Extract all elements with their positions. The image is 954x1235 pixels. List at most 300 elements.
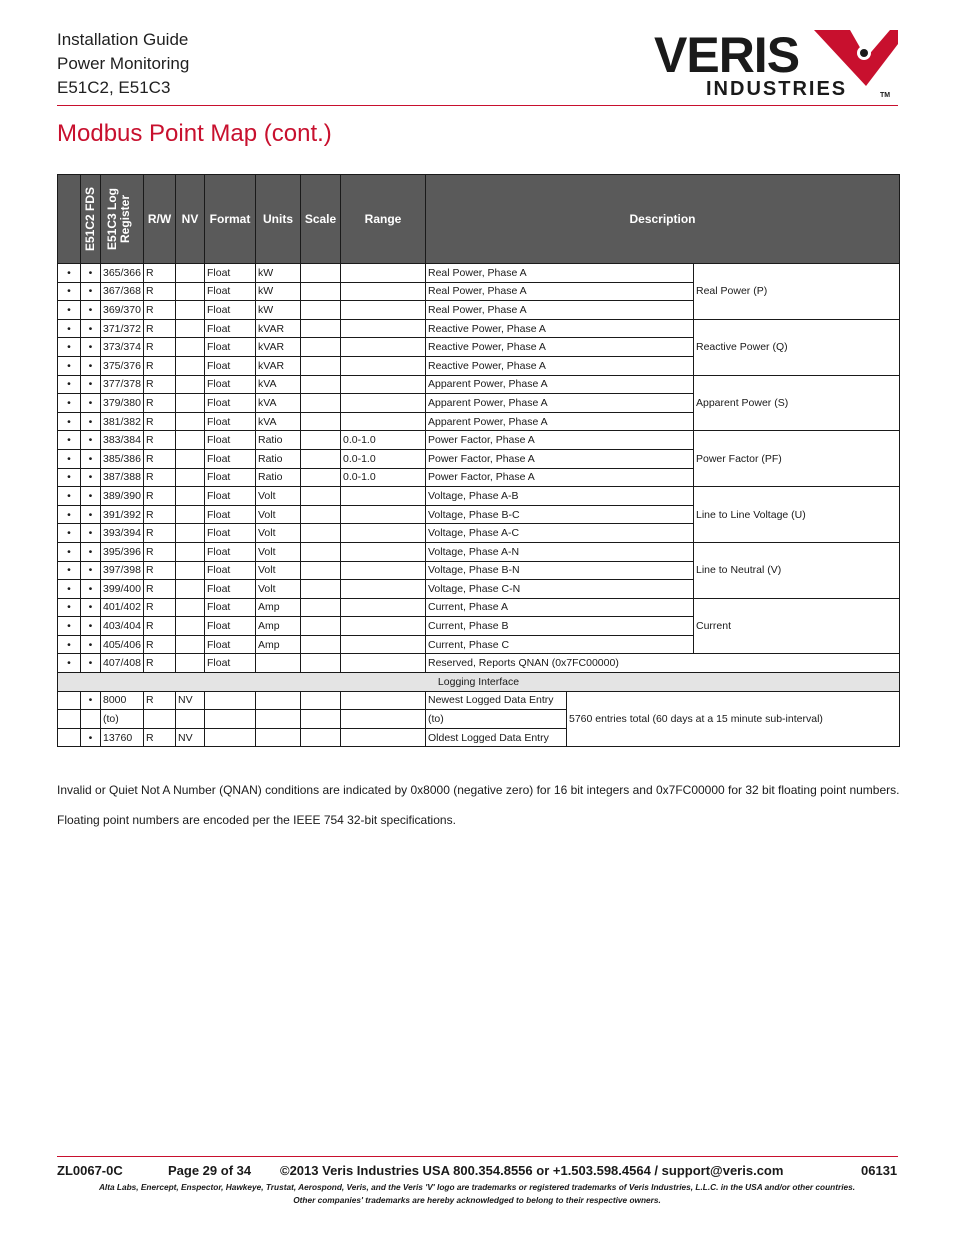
- col-e51c2-cell: [58, 691, 81, 710]
- col-rw-cell: R: [144, 542, 176, 561]
- group-label-cell: Power Factor (PF): [694, 431, 900, 487]
- col-format-cell: Float: [205, 487, 256, 506]
- col-nv-cell: [176, 319, 205, 338]
- description-cell: Current, Phase B: [426, 617, 694, 636]
- description-cell: Reactive Power, Phase A: [426, 319, 694, 338]
- col-nv-cell: [176, 542, 205, 561]
- col-format-cell: Float: [205, 412, 256, 431]
- col-scale-cell: [301, 264, 341, 283]
- col-register-cell: 405/406: [101, 635, 144, 654]
- col-e51c2-cell: •: [58, 338, 81, 357]
- col-rw-cell: [144, 710, 176, 729]
- col-units-cell: Amp: [256, 598, 301, 617]
- col-e51c2-cell: •: [58, 635, 81, 654]
- col-register-cell: 377/378: [101, 375, 144, 394]
- col-scale-cell: [301, 580, 341, 599]
- col-register-cell: 393/394: [101, 524, 144, 543]
- col-e51c2-cell: •: [58, 394, 81, 413]
- footer-code: 06131: [861, 1163, 898, 1178]
- col-rw-cell: R: [144, 487, 176, 506]
- col-rw-cell: R: [144, 338, 176, 357]
- col-range-cell: [341, 301, 426, 320]
- col-range-cell: [341, 375, 426, 394]
- col-range-cell: [341, 598, 426, 617]
- col-range-cell: [341, 617, 426, 636]
- table-row: [58, 654, 900, 673]
- footer-page: Page 29 of 34: [168, 1163, 252, 1178]
- col-units-cell: Ratio: [256, 468, 301, 487]
- table-row: [58, 319, 900, 338]
- col-e51c2-cell: •: [58, 375, 81, 394]
- col-units-cell: [256, 710, 301, 729]
- col-format-cell: Float: [205, 375, 256, 394]
- note-qnan: Invalid or Quiet Not A Number (QNAN) conditions are indicated by 0x8000 (negative zero) for 16 bit integers and 0x7FC00000 for 32 bit floating point numbers.: [57, 783, 900, 797]
- col-nv-cell: [176, 654, 205, 673]
- col-e51c2-cell: •: [58, 617, 81, 636]
- col-e51c3-cell: •: [81, 319, 101, 338]
- col-e51c3-cell: •: [81, 282, 101, 301]
- col-register-cell: 365/366: [101, 264, 144, 283]
- col-nv-cell: [176, 301, 205, 320]
- col-scale-cell: [301, 728, 341, 747]
- col-rw-cell: R: [144, 580, 176, 599]
- table-row: [58, 375, 900, 394]
- col-scale-cell: [301, 301, 341, 320]
- col-register-cell: 391/392: [101, 505, 144, 524]
- col-scale-header: Scale: [301, 175, 341, 264]
- col-e51c2-cell: •: [58, 487, 81, 506]
- description-cell: Reactive Power, Phase A: [426, 356, 694, 375]
- col-rw-header: R/W: [144, 175, 176, 264]
- col-format-cell: Float: [205, 561, 256, 580]
- header-line-model: E51C2, E51C3: [57, 78, 171, 97]
- col-format-cell: Float: [205, 635, 256, 654]
- col-format-cell: Float: [205, 449, 256, 468]
- footer-trademark-2: Other companies' trademarks are hereby acknowledged to belong to their respective owners.: [293, 1195, 661, 1205]
- description-cell: Apparent Power, Phase A: [426, 375, 694, 394]
- col-rw-cell: R: [144, 505, 176, 524]
- col-nv-cell: [176, 449, 205, 468]
- logging-section-row: [58, 673, 900, 692]
- col-e51c3-cell: •: [81, 580, 101, 599]
- col-range-cell: [341, 728, 426, 747]
- col-register-cell: 381/382: [101, 412, 144, 431]
- col-format-cell: Float: [205, 617, 256, 636]
- col-range-cell: 0.0-1.0: [341, 449, 426, 468]
- description-cell: Power Factor, Phase A: [426, 449, 694, 468]
- col-e51c2-cell: [58, 728, 81, 747]
- col-register-cell: 371/372: [101, 319, 144, 338]
- col-units-cell: kW: [256, 264, 301, 283]
- table-body: [58, 264, 900, 747]
- col-rw-cell: R: [144, 301, 176, 320]
- col-register-cell: 407/408: [101, 654, 144, 673]
- col-format-header: Format: [205, 175, 256, 264]
- group-label-cell: Apparent Power (S): [694, 375, 900, 431]
- col-range-cell: [341, 412, 426, 431]
- col-e51c3-cell: •: [81, 728, 101, 747]
- col-register-cell: (to): [101, 710, 144, 729]
- description-cell: Voltage, Phase C-N: [426, 580, 694, 599]
- col-format-cell: Float: [205, 654, 256, 673]
- col-range-cell: [341, 710, 426, 729]
- col-register-cell: 383/384: [101, 431, 144, 450]
- header-line-product: Power Monitoring: [57, 54, 190, 73]
- col-e51c3-cell: •: [81, 412, 101, 431]
- col-description-header: Description: [426, 175, 900, 264]
- col-rw-cell: R: [144, 691, 176, 710]
- col-nv-cell: [176, 561, 205, 580]
- footer-rule: [57, 1156, 898, 1157]
- col-nv-cell: [176, 580, 205, 599]
- group-label-cell: Current: [694, 598, 900, 654]
- table-row: [58, 598, 900, 617]
- col-register-label: Register: [118, 194, 133, 244]
- col-e51c3-cell: •: [81, 338, 101, 357]
- col-e51c3-cell: •: [81, 356, 101, 375]
- col-units-cell: kW: [256, 301, 301, 320]
- group-label-cell: Line to Neutral (V): [694, 542, 900, 598]
- col-rw-cell: R: [144, 561, 176, 580]
- col-nv-cell: [176, 264, 205, 283]
- col-format-cell: Float: [205, 431, 256, 450]
- col-nv-cell: [176, 487, 205, 506]
- col-nv-cell: [176, 412, 205, 431]
- col-units-cell: Volt: [256, 524, 301, 543]
- col-e51c3-cell: •: [81, 524, 101, 543]
- col-range-cell: [341, 580, 426, 599]
- col-scale-cell: [301, 524, 341, 543]
- col-range-cell: [341, 356, 426, 375]
- col-format-cell: [205, 710, 256, 729]
- col-register-cell: 399/400: [101, 580, 144, 599]
- col-format-cell: Float: [205, 598, 256, 617]
- col-e51c2-header: [58, 175, 98, 264]
- col-range-cell: [341, 654, 426, 673]
- col-scale-cell: [301, 505, 341, 524]
- col-rw-cell: R: [144, 394, 176, 413]
- col-e51c2-cell: [58, 710, 81, 729]
- table-row: [58, 487, 900, 506]
- col-rw-cell: R: [144, 412, 176, 431]
- col-e51c3-cell: •: [81, 617, 101, 636]
- col-register-cell: 13760: [101, 728, 144, 747]
- col-nv-header: NV: [176, 175, 205, 264]
- col-units-cell: Amp: [256, 617, 301, 636]
- col-e51c2-cell: •: [58, 561, 81, 580]
- col-register-cell: 369/370: [101, 301, 144, 320]
- col-nv-cell: NV: [176, 691, 205, 710]
- col-range-cell: [341, 635, 426, 654]
- col-scale-cell: [301, 449, 341, 468]
- col-e51c2-cell: •: [58, 468, 81, 487]
- col-range-cell: [341, 542, 426, 561]
- col-e51c3-cell: •: [81, 375, 101, 394]
- col-e51c2-cell: •: [58, 449, 81, 468]
- document-header: [57, 28, 189, 100]
- col-rw-cell: R: [144, 598, 176, 617]
- col-scale-cell: [301, 710, 341, 729]
- logo-v-dot: [860, 49, 868, 57]
- col-range-cell: [341, 282, 426, 301]
- col-nv-cell: [176, 356, 205, 375]
- col-format-cell: Float: [205, 580, 256, 599]
- col-nv-cell: [176, 598, 205, 617]
- col-scale-cell: [301, 598, 341, 617]
- col-nv-cell: [176, 431, 205, 450]
- col-range-cell: 0.0-1.0: [341, 468, 426, 487]
- table-row: [58, 264, 900, 283]
- col-units-cell: Volt: [256, 542, 301, 561]
- col-e51c2-cell: •: [58, 264, 81, 283]
- col-format-cell: Float: [205, 319, 256, 338]
- col-register-cell: 397/398: [101, 561, 144, 580]
- footer-doc-id: ZL0067-0C: [57, 1163, 123, 1178]
- col-units-cell: [256, 691, 301, 710]
- description-cell: Real Power, Phase A: [426, 264, 694, 283]
- group-label-cell: Line to Line Voltage (U): [694, 487, 900, 543]
- col-nv-cell: [176, 710, 205, 729]
- col-rw-cell: R: [144, 282, 176, 301]
- col-e51c3-cell: •: [81, 654, 101, 673]
- col-e51c2-cell: •: [58, 542, 81, 561]
- col-e51c3-cell: •: [81, 394, 101, 413]
- description-cell: Voltage, Phase A-B: [426, 487, 694, 506]
- group-label-cell: Reactive Power (Q): [694, 319, 900, 375]
- description-cell: Real Power, Phase A: [426, 301, 694, 320]
- header-line-guide: Installation Guide: [57, 30, 189, 49]
- logo-brand: VERIS: [654, 27, 800, 83]
- col-format-cell: Float: [205, 282, 256, 301]
- col-format-cell: Float: [205, 356, 256, 375]
- col-e51c2-cell: •: [58, 356, 81, 375]
- col-units-cell: Volt: [256, 561, 301, 580]
- col-scale-cell: [301, 356, 341, 375]
- logging-section-title: Logging Interface: [58, 673, 900, 692]
- description-cell: Current, Phase A: [426, 598, 694, 617]
- col-units-cell: Volt: [256, 580, 301, 599]
- logging-group-cell: 5760 entries total (60 days at a 15 minute sub-interval): [567, 691, 900, 747]
- veris-logo: [654, 26, 898, 100]
- page-title: Modbus Point Map (cont.): [57, 120, 332, 147]
- table-row: [58, 542, 900, 561]
- col-units-cell: kVA: [256, 394, 301, 413]
- col-e51c3-cell: •: [81, 691, 101, 710]
- col-rw-cell: R: [144, 375, 176, 394]
- col-register-cell: 387/388: [101, 468, 144, 487]
- group-label-cell: Real Power (P): [694, 264, 900, 320]
- col-rw-cell: R: [144, 617, 176, 636]
- col-nv-cell: [176, 338, 205, 357]
- col-units-cell: Amp: [256, 635, 301, 654]
- col-range-cell: [341, 505, 426, 524]
- col-scale-cell: [301, 691, 341, 710]
- col-range-cell: [341, 338, 426, 357]
- col-units-cell: kVAR: [256, 338, 301, 357]
- col-e51c2-cell: •: [58, 301, 81, 320]
- modbus-point-map-table: [57, 174, 900, 747]
- col-register-cell: 375/376: [101, 356, 144, 375]
- col-rw-cell: R: [144, 356, 176, 375]
- col-rw-cell: R: [144, 728, 176, 747]
- col-format-cell: Float: [205, 394, 256, 413]
- table-row: [58, 691, 900, 710]
- col-rw-cell: R: [144, 635, 176, 654]
- col-register-cell: 8000: [101, 691, 144, 710]
- col-e51c3-label: E51C3 Log: [105, 187, 120, 251]
- col-nv-cell: [176, 375, 205, 394]
- col-format-cell: Float: [205, 542, 256, 561]
- col-register-cell: 367/368: [101, 282, 144, 301]
- col-range-cell: 0.0-1.0: [341, 431, 426, 450]
- col-scale-cell: [301, 654, 341, 673]
- col-scale-cell: [301, 375, 341, 394]
- col-rw-cell: R: [144, 431, 176, 450]
- description-cell: Voltage, Phase B-C: [426, 505, 694, 524]
- col-rw-cell: R: [144, 319, 176, 338]
- col-format-cell: Float: [205, 338, 256, 357]
- col-scale-cell: [301, 338, 341, 357]
- col-e51c2-cell: •: [58, 282, 81, 301]
- col-e51c3-cell: •: [81, 468, 101, 487]
- description-cell: (to): [426, 710, 567, 729]
- col-range-cell: [341, 394, 426, 413]
- col-rw-cell: R: [144, 468, 176, 487]
- col-scale-cell: [301, 412, 341, 431]
- col-scale-cell: [301, 319, 341, 338]
- description-cell: Power Factor, Phase A: [426, 468, 694, 487]
- table-header: [58, 175, 900, 264]
- col-range-cell: [341, 524, 426, 543]
- col-units-cell: Volt: [256, 487, 301, 506]
- col-e51c2-cell: •: [58, 598, 81, 617]
- col-units-cell: [256, 728, 301, 747]
- col-units-cell: [256, 654, 301, 673]
- description-cell: Newest Logged Data Entry: [426, 691, 567, 710]
- description-cell: Reactive Power, Phase A: [426, 338, 694, 357]
- col-e51c3-cell: •: [81, 635, 101, 654]
- description-cell: Voltage, Phase A-C: [426, 524, 694, 543]
- col-format-cell: [205, 728, 256, 747]
- col-nv-cell: [176, 282, 205, 301]
- col-rw-cell: R: [144, 264, 176, 283]
- col-nv-cell: [176, 468, 205, 487]
- col-units-cell: kVAR: [256, 319, 301, 338]
- col-format-cell: Float: [205, 264, 256, 283]
- description-cell: Real Power, Phase A: [426, 282, 694, 301]
- col-units-cell: kW: [256, 282, 301, 301]
- description-cell: Power Factor, Phase A: [426, 431, 694, 450]
- col-e51c2-cell: •: [58, 505, 81, 524]
- col-units-cell: kVAR: [256, 356, 301, 375]
- description-cell: Oldest Logged Data Entry: [426, 728, 567, 747]
- col-e51c2-cell: •: [58, 524, 81, 543]
- description-cell: Voltage, Phase B-N: [426, 561, 694, 580]
- col-e51c2-cell: •: [58, 431, 81, 450]
- col-rw-cell: R: [144, 654, 176, 673]
- col-range-cell: [341, 319, 426, 338]
- logo-tm: TM: [880, 92, 891, 99]
- col-nv-cell: [176, 394, 205, 413]
- col-range-cell: [341, 264, 426, 283]
- col-scale-cell: [301, 468, 341, 487]
- col-format-cell: Float: [205, 468, 256, 487]
- col-e51c2-label: E51C2 FDS: [83, 186, 98, 252]
- note-ieee: Floating point numbers are encoded per the IEEE 754 32-bit specifications.: [57, 813, 456, 827]
- col-range-cell: [341, 691, 426, 710]
- header-row: [58, 175, 900, 264]
- col-scale-cell: [301, 282, 341, 301]
- col-e51c3-cell: •: [81, 301, 101, 320]
- col-e51c3-cell: •: [81, 542, 101, 561]
- description-cell: Apparent Power, Phase A: [426, 394, 694, 413]
- col-nv-cell: [176, 617, 205, 636]
- col-register-cell: 389/390: [101, 487, 144, 506]
- col-scale-cell: [301, 542, 341, 561]
- col-range-cell: [341, 487, 426, 506]
- col-nv-cell: NV: [176, 728, 205, 747]
- col-format-cell: [205, 691, 256, 710]
- col-register-cell: 385/386: [101, 449, 144, 468]
- col-scale-cell: [301, 561, 341, 580]
- col-units-header: Units: [256, 175, 301, 264]
- col-e51c3-cell: •: [81, 505, 101, 524]
- footer-contact: ©2013 Veris Industries USA 800.354.8556 or +1.503.598.4564 / support@veris.com: [280, 1163, 784, 1178]
- col-range-header: Range: [341, 175, 426, 264]
- col-units-cell: Volt: [256, 505, 301, 524]
- col-units-cell: kVA: [256, 412, 301, 431]
- col-e51c2-cell: •: [58, 580, 81, 599]
- col-format-cell: Float: [205, 524, 256, 543]
- col-scale-cell: [301, 431, 341, 450]
- notes: [57, 783, 899, 843]
- col-scale-cell: [301, 635, 341, 654]
- col-e51c3-cell: [81, 710, 101, 729]
- description-cell: Voltage, Phase A-N: [426, 542, 694, 561]
- description-cell: Apparent Power, Phase A: [426, 412, 694, 431]
- col-units-cell: kVA: [256, 375, 301, 394]
- col-units-cell: Ratio: [256, 431, 301, 450]
- col-register-cell: 401/402: [101, 598, 144, 617]
- header-rule: [57, 105, 898, 106]
- col-format-cell: Float: [205, 301, 256, 320]
- description-cell: Reserved, Reports QNAN (0x7FC00000): [426, 654, 900, 673]
- col-rw-cell: R: [144, 524, 176, 543]
- col-scale-cell: [301, 394, 341, 413]
- col-units-cell: Ratio: [256, 449, 301, 468]
- col-scale-cell: [301, 617, 341, 636]
- col-e51c3-cell: •: [81, 487, 101, 506]
- col-e51c3-cell: •: [81, 264, 101, 283]
- col-register-cell: 379/380: [101, 394, 144, 413]
- table-row: [58, 431, 900, 450]
- col-range-cell: [341, 561, 426, 580]
- footer-trademark-1: Alta Labs, Enercept, Enspector, Hawkeye, Trustat, Aerospond, Veris, and the Veris 'V' logo are trademarks or registered trademarks of Veris Industries, L.L.C. in the USA and/or other countries.: [98, 1182, 856, 1192]
- col-e51c2-cell: •: [58, 319, 81, 338]
- col-format-cell: Float: [205, 505, 256, 524]
- col-register-cell: 373/374: [101, 338, 144, 357]
- col-e51c3-cell: •: [81, 449, 101, 468]
- col-nv-cell: [176, 505, 205, 524]
- col-register-cell: 395/396: [101, 542, 144, 561]
- description-cell: Current, Phase C: [426, 635, 694, 654]
- col-register-cell: 403/404: [101, 617, 144, 636]
- col-nv-cell: [176, 635, 205, 654]
- col-rw-cell: R: [144, 449, 176, 468]
- col-e51c3-cell: •: [81, 431, 101, 450]
- col-e51c3-cell: •: [81, 561, 101, 580]
- col-e51c2-cell: •: [58, 412, 81, 431]
